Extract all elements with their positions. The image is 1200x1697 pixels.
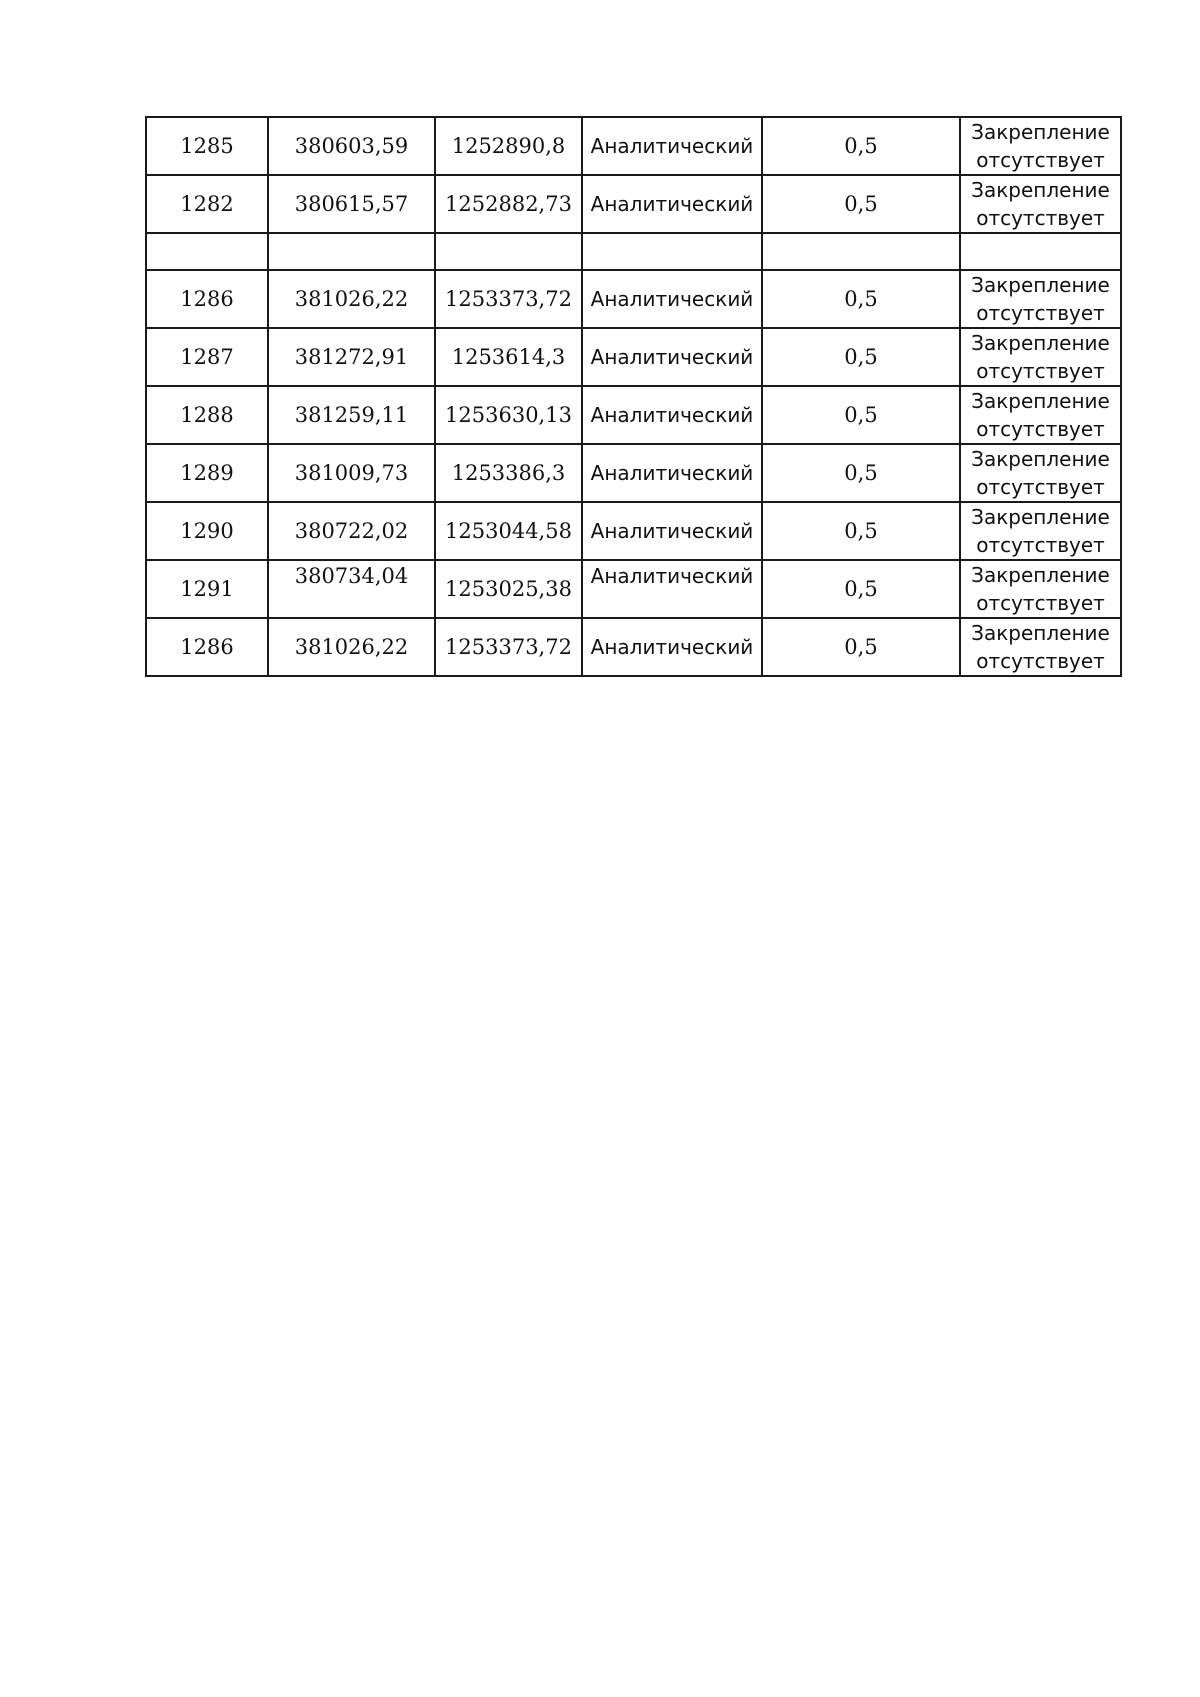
fixation-cell: [960, 502, 1121, 560]
fixation-line-2: отсутствует: [976, 417, 1105, 441]
table-row: [146, 270, 1121, 328]
accuracy-cell: 0,5: [762, 117, 960, 175]
x-coordinate-cell: 381026,22: [268, 270, 435, 328]
accuracy-cell: 0,5: [762, 502, 960, 560]
point-number-cell: 1286: [146, 618, 268, 676]
method-cell: Аналитический: [582, 117, 762, 175]
x-coordinate-cell: [268, 233, 435, 270]
point-number-cell: 1282: [146, 175, 268, 233]
table-row: [146, 117, 1121, 175]
y-coordinate-cell: 1253044,58: [435, 502, 582, 560]
fixation-line-1: Закрепление: [971, 178, 1110, 202]
fixation-cell: [960, 444, 1121, 502]
fixation-line-2: отсутствует: [976, 301, 1105, 325]
coordinates-table: [145, 116, 1122, 677]
accuracy-cell: 0,5: [762, 444, 960, 502]
fixation-line-2: отсутствует: [976, 533, 1105, 557]
point-number-cell: [146, 233, 268, 270]
table-row: [146, 618, 1121, 676]
method-cell: Аналитический: [582, 175, 762, 233]
point-number-cell: 1286: [146, 270, 268, 328]
table-row-empty: [146, 233, 1121, 270]
x-coordinate-cell: 381026,22: [268, 618, 435, 676]
point-number-cell: 1291: [146, 560, 268, 618]
method-cell: Аналитический: [582, 560, 762, 618]
accuracy-cell: [762, 233, 960, 270]
method-cell: Аналитический: [582, 328, 762, 386]
fixation-cell: [960, 618, 1121, 676]
fixation-line-2: отсутствует: [976, 206, 1105, 230]
accuracy-cell: 0,5: [762, 175, 960, 233]
x-coordinate-cell: 381272,91: [268, 328, 435, 386]
point-number-cell: 1289: [146, 444, 268, 502]
x-coordinate-cell: 380615,57: [268, 175, 435, 233]
x-coordinate-cell: 381009,73: [268, 444, 435, 502]
point-number-cell: 1288: [146, 386, 268, 444]
fixation-line-2: отсутствует: [976, 649, 1105, 673]
fixation-line-1: Закрепление: [971, 563, 1110, 587]
method-cell: Аналитический: [582, 502, 762, 560]
y-coordinate-cell: 1253386,3: [435, 444, 582, 502]
x-coordinate-cell: 380603,59: [268, 117, 435, 175]
accuracy-cell: 0,5: [762, 270, 960, 328]
y-coordinate-cell: 1252890,8: [435, 117, 582, 175]
fixation-cell: [960, 386, 1121, 444]
y-coordinate-cell: 1253630,13: [435, 386, 582, 444]
fixation-line-1: Закрепление: [971, 273, 1110, 297]
fixation-cell: [960, 270, 1121, 328]
accuracy-cell: 0,5: [762, 618, 960, 676]
method-cell: Аналитический: [582, 270, 762, 328]
accuracy-cell: 0,5: [762, 560, 960, 618]
table-row: [146, 386, 1121, 444]
table-row: [146, 502, 1121, 560]
fixation-cell: [960, 560, 1121, 618]
fixation-cell: [960, 175, 1121, 233]
point-number-cell: 1285: [146, 117, 268, 175]
y-coordinate-cell: 1253373,72: [435, 270, 582, 328]
fixation-cell: [960, 233, 1121, 270]
y-coordinate-cell: 1253025,38: [435, 560, 582, 618]
accuracy-cell: 0,5: [762, 328, 960, 386]
accuracy-cell: 0,5: [762, 386, 960, 444]
point-number-cell: 1290: [146, 502, 268, 560]
fixation-line-2: отсутствует: [976, 591, 1105, 615]
fixation-line-1: Закрепление: [971, 120, 1110, 144]
fixation-line-1: Закрепление: [971, 389, 1110, 413]
fixation-line-2: отсутствует: [976, 359, 1105, 383]
fixation-line-1: Закрепление: [971, 505, 1110, 529]
fixation-cell: [960, 117, 1121, 175]
fixation-line-1: Закрепление: [971, 331, 1110, 355]
table-row: [146, 444, 1121, 502]
fixation-line-1: Закрепление: [971, 621, 1110, 645]
y-coordinate-cell: 1252882,73: [435, 175, 582, 233]
method-cell: Аналитический: [582, 386, 762, 444]
y-coordinate-cell: [435, 233, 582, 270]
fixation-cell: [960, 328, 1121, 386]
fixation-line-2: отсутствует: [976, 148, 1105, 172]
x-coordinate-cell: 380734,04: [268, 560, 435, 618]
table-row: [146, 175, 1121, 233]
method-cell: Аналитический: [582, 618, 762, 676]
x-coordinate-cell: 380722,02: [268, 502, 435, 560]
y-coordinate-cell: 1253373,72: [435, 618, 582, 676]
fixation-line-1: Закрепление: [971, 447, 1110, 471]
table-row: [146, 328, 1121, 386]
method-cell: Аналитический: [582, 444, 762, 502]
y-coordinate-cell: 1253614,3: [435, 328, 582, 386]
point-number-cell: 1287: [146, 328, 268, 386]
fixation-line-2: отсутствует: [976, 475, 1105, 499]
method-cell: [582, 233, 762, 270]
table-row: [146, 560, 1121, 618]
x-coordinate-cell: 381259,11: [268, 386, 435, 444]
